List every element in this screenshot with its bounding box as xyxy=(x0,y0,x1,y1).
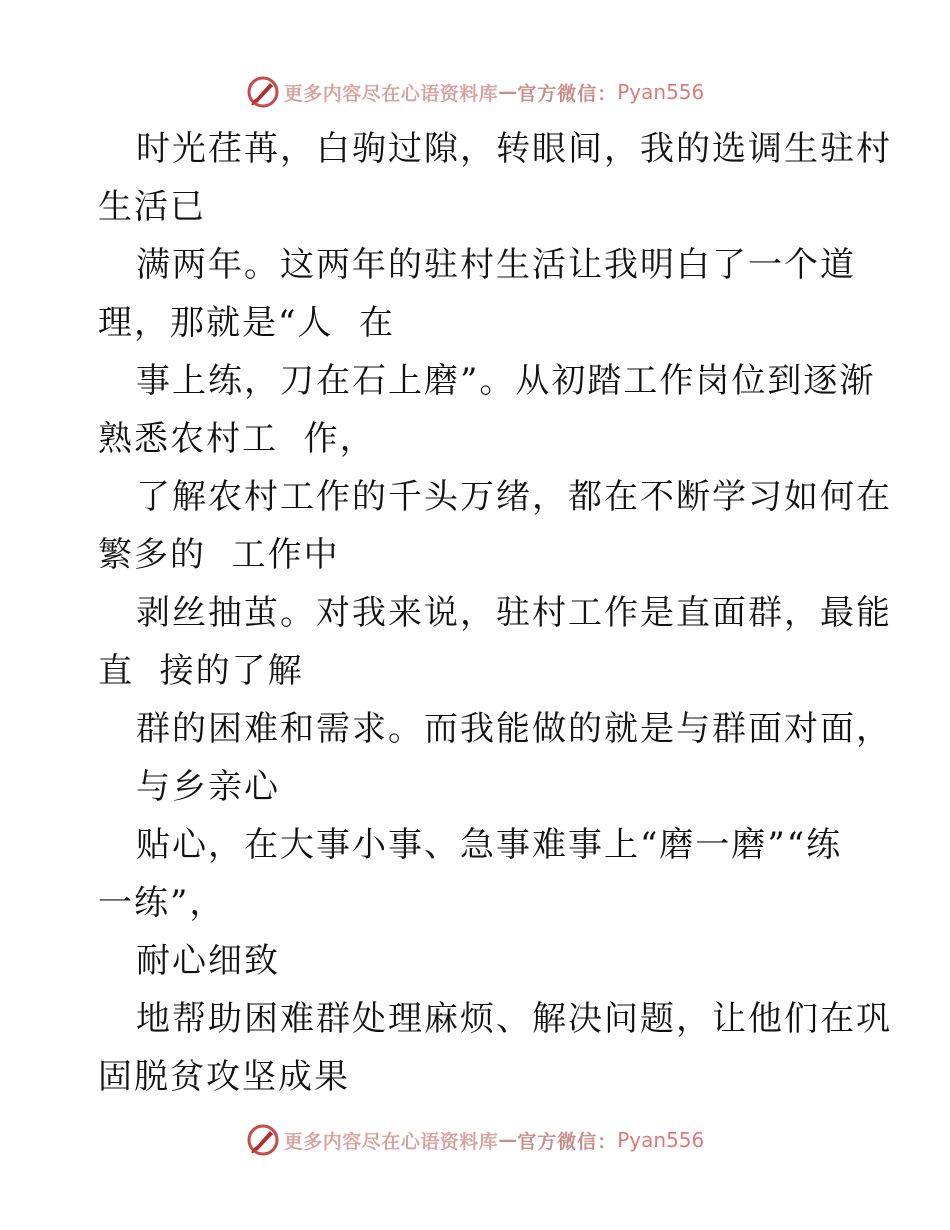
banner-wechat-id: Pyan556 xyxy=(617,80,705,104)
quill-logo-icon xyxy=(246,75,280,109)
text-line: 生活已 xyxy=(98,187,206,227)
banner-wechat-label: 官方微信： xyxy=(517,82,618,105)
header-banner xyxy=(0,72,950,112)
text-line: 繁多的 工作中 xyxy=(98,535,340,575)
footer-banner xyxy=(0,1120,950,1160)
document-body xyxy=(98,120,892,1106)
banner-title: 更多内容尽在心语资料库 xyxy=(283,82,499,105)
text-line: 满两年。这两年的驻村生活让我明白了一个道 xyxy=(136,245,856,285)
text-line: 耐心细致 xyxy=(136,941,280,981)
text-line: 贴心，在大事小事、急事难事上“磨一磨”“练 xyxy=(136,825,843,865)
banner-dash: — xyxy=(498,81,518,103)
banner-dash: — xyxy=(498,1129,518,1151)
text-line: 与乡亲心 xyxy=(136,767,280,807)
text-line: 直 接的了解 xyxy=(98,651,304,691)
text-line: 地帮助困难群处理麻烦、解决问题，让他们在巩 xyxy=(136,999,892,1039)
banner-wechat-id: Pyan556 xyxy=(617,1128,705,1152)
text-line: 一练”， xyxy=(98,883,226,923)
banner-title: 更多内容尽在心语资料库 xyxy=(283,1130,499,1153)
banner-wechat-label: 官方微信： xyxy=(517,1130,618,1153)
text-line: 了解农村工作的千头万绪，都在不断学习如何在 xyxy=(136,477,892,517)
quill-logo-icon xyxy=(246,1123,280,1157)
text-line: 理，那就是“人 在 xyxy=(98,303,395,343)
text-line: 熟悉农村工 作， xyxy=(98,419,376,459)
text-line: 时光荏苒，白驹过隙，转眼间，我的选调生驻村 xyxy=(136,129,892,169)
text-line: 事上练，刀在石上磨”。从初踏工作岗位到逐渐 xyxy=(136,361,876,401)
text-line: 群的困难和需求。而我能做的就是与群面对面， xyxy=(136,709,892,749)
text-line: 剥丝抽茧。对我来说，驻村工作是直面群，最能 xyxy=(136,593,892,633)
text-line: 固脱贫攻坚成果 xyxy=(98,1057,350,1097)
